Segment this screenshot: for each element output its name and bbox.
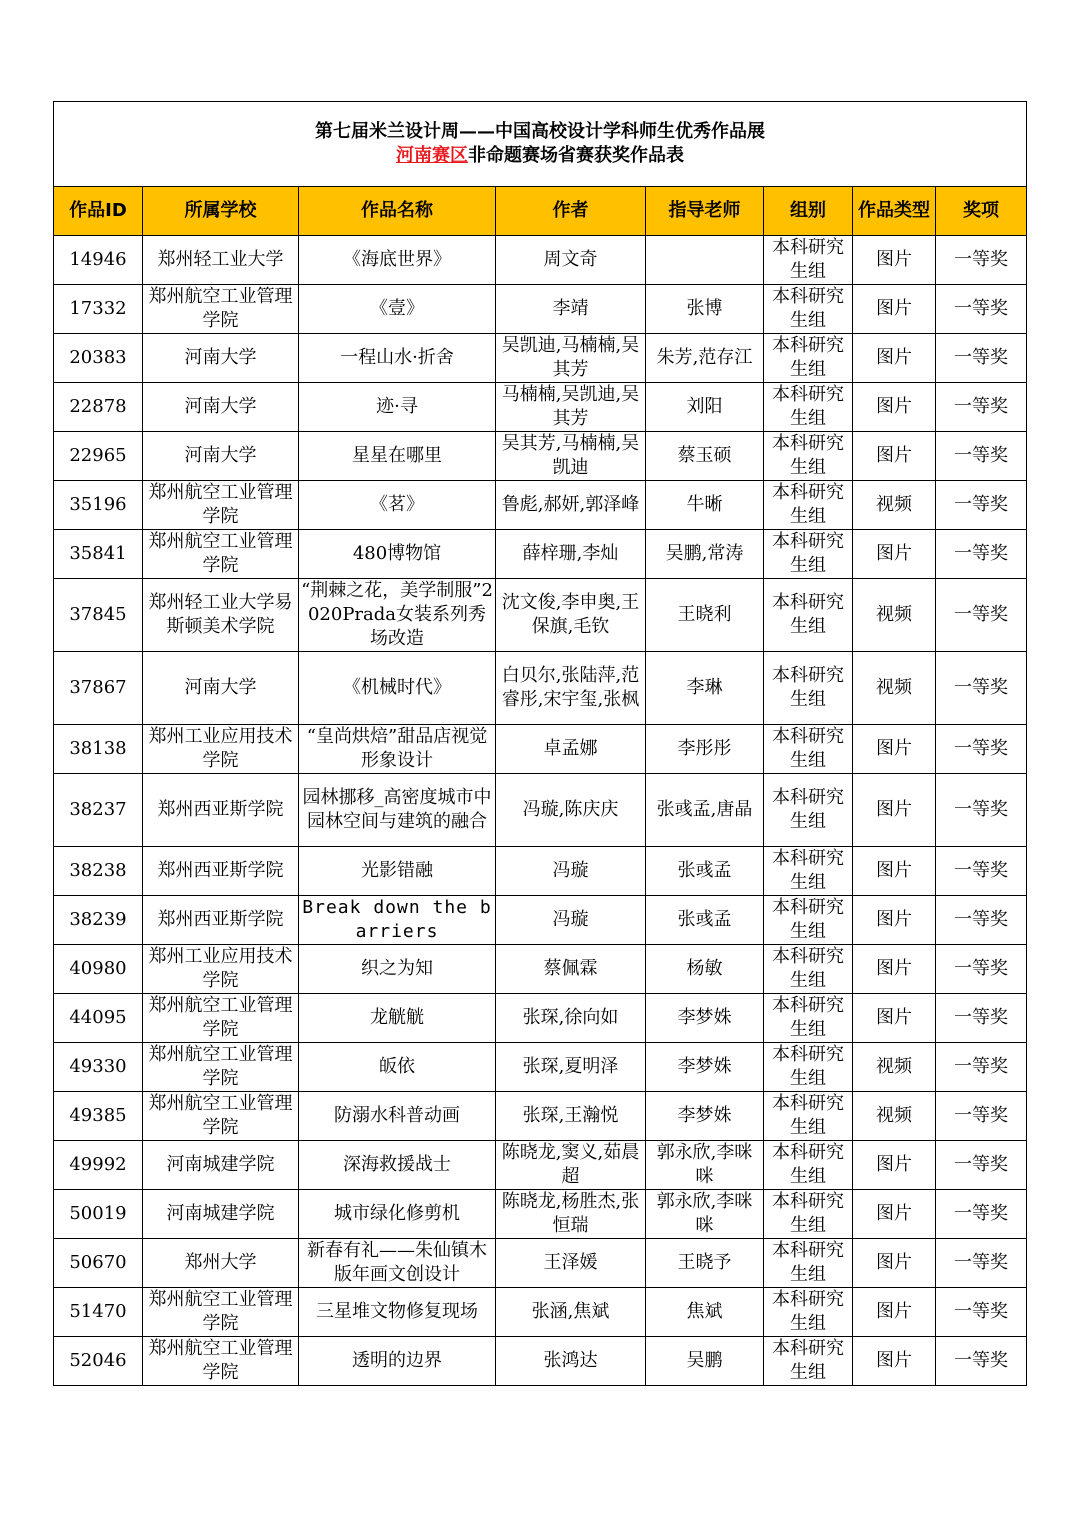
cell-teacher: 张彧孟 [646,847,764,896]
cell-author: 王泽媛 [496,1239,646,1288]
cell-school: 郑州航空工业管理学院 [143,481,299,530]
title-line-2 [56,144,1024,168]
cell-group: 本科研究生组 [764,1141,853,1190]
cell-teacher: 李梦姝 [646,994,764,1043]
cell-author: 冯璇 [496,847,646,896]
cell-id: 37845 [54,579,143,652]
cell-group: 本科研究生组 [764,481,853,530]
cell-work-name: 《海底世界》 [299,236,496,285]
cell-type: 图片 [853,530,936,579]
table-row [54,725,1027,774]
region-name: 河南赛区 [396,145,468,166]
cell-type: 图片 [853,236,936,285]
cell-teacher: 李梦姝 [646,1092,764,1141]
cell-id: 37867 [54,652,143,725]
cell-award: 一等奖 [936,1288,1027,1337]
cell-work-name: 织之为知 [299,945,496,994]
cell-id: 44095 [54,994,143,1043]
cell-id: 51470 [54,1288,143,1337]
cell-award: 一等奖 [936,530,1027,579]
cell-school: 河南大学 [143,432,299,481]
cell-group: 本科研究生组 [764,1337,853,1386]
cell-work-name: 光影错融 [299,847,496,896]
cell-type: 视频 [853,1043,936,1092]
cell-teacher: 刘阳 [646,383,764,432]
cell-type: 图片 [853,1337,936,1386]
cell-id: 14946 [54,236,143,285]
cell-author: 吴其芳,马楠楠,吴凯迪 [496,432,646,481]
cell-teacher: 吴鹏 [646,1337,764,1386]
cell-award: 一等奖 [936,1190,1027,1239]
cell-teacher: 郭永欣,李咪咪 [646,1141,764,1190]
cell-school: 郑州工业应用技术学院 [143,945,299,994]
table-row [54,236,1027,285]
cell-award: 一等奖 [936,481,1027,530]
table-row [54,481,1027,530]
cell-award: 一等奖 [936,579,1027,652]
cell-school: 郑州航空工业管理学院 [143,530,299,579]
header-teacher: 指导老师 [646,187,764,236]
title-line-1: 第七届米兰设计周——中国高校设计学科师生优秀作品展 [315,121,765,142]
cell-teacher: 郭永欣,李咪咪 [646,1190,764,1239]
cell-author: 鲁彪,郝妍,郭泽峰 [496,481,646,530]
cell-teacher: 李梦姝 [646,1043,764,1092]
cell-teacher: 李彤彤 [646,725,764,774]
cell-group: 本科研究生组 [764,1043,853,1092]
table-row [54,530,1027,579]
cell-id: 49385 [54,1092,143,1141]
cell-author: 张涵,焦斌 [496,1288,646,1337]
cell-teacher: 张彧孟 [646,896,764,945]
cell-teacher: 牛晰 [646,481,764,530]
cell-teacher: 吴鹏,常涛 [646,530,764,579]
cell-type: 图片 [853,285,936,334]
cell-school: 河南大学 [143,652,299,725]
table-title [54,102,1027,187]
cell-type: 图片 [853,334,936,383]
cell-id: 22965 [54,432,143,481]
cell-work-name: 480博物馆 [299,530,496,579]
cell-work-name: 防溺水科普动画 [299,1092,496,1141]
cell-school: 郑州轻工业大学易斯顿美术学院 [143,579,299,652]
cell-school: 郑州西亚斯学院 [143,896,299,945]
cell-group: 本科研究生组 [764,1190,853,1239]
cell-work-name: 透明的边界 [299,1337,496,1386]
cell-author: 张鸿达 [496,1337,646,1386]
cell-group: 本科研究生组 [764,579,853,652]
table-row [54,774,1027,847]
cell-id: 22878 [54,383,143,432]
header-school: 所属学校 [143,187,299,236]
cell-author: 蔡佩霖 [496,945,646,994]
table-row [54,1288,1027,1337]
cell-teacher [646,236,764,285]
cell-author: 张琛,夏明泽 [496,1043,646,1092]
cell-school: 河南大学 [143,383,299,432]
cell-author: 吴凯迪,马楠楠,吴其芳 [496,334,646,383]
cell-award: 一等奖 [936,725,1027,774]
cell-type: 图片 [853,1288,936,1337]
table-row [54,1190,1027,1239]
cell-award: 一等奖 [936,236,1027,285]
cell-author: 卓孟娜 [496,725,646,774]
cell-award: 一等奖 [936,847,1027,896]
cell-id: 35196 [54,481,143,530]
cell-id: 38138 [54,725,143,774]
cell-school: 郑州工业应用技术学院 [143,725,299,774]
cell-id: 38239 [54,896,143,945]
cell-group: 本科研究生组 [764,1092,853,1141]
cell-award: 一等奖 [936,1239,1027,1288]
cell-teacher: 朱芳,范存江 [646,334,764,383]
cell-author: 周文奇 [496,236,646,285]
table-row [54,1337,1027,1386]
cell-group: 本科研究生组 [764,652,853,725]
cell-teacher: 焦斌 [646,1288,764,1337]
cell-school: 郑州航空工业管理学院 [143,285,299,334]
cell-author: 张琛,王瀚悦 [496,1092,646,1141]
header-author: 作者 [496,187,646,236]
cell-school: 郑州大学 [143,1239,299,1288]
cell-award: 一等奖 [936,1141,1027,1190]
cell-school: 河南城建学院 [143,1141,299,1190]
cell-work-name: 皈依 [299,1043,496,1092]
table-row [54,1043,1027,1092]
table-row [54,847,1027,896]
cell-work-name: 三星堆文物修复现场 [299,1288,496,1337]
cell-teacher: 李琳 [646,652,764,725]
table-row [54,1092,1027,1141]
header-type: 作品类型 [853,187,936,236]
table-row [54,652,1027,725]
cell-group: 本科研究生组 [764,725,853,774]
cell-type: 图片 [853,432,936,481]
cell-teacher: 张彧孟,唐晶 [646,774,764,847]
header-row [54,187,1027,236]
cell-teacher: 张博 [646,285,764,334]
award-table [53,101,1027,1386]
cell-award: 一等奖 [936,994,1027,1043]
cell-type: 图片 [853,725,936,774]
cell-school: 郑州航空工业管理学院 [143,1043,299,1092]
table-row [54,432,1027,481]
cell-work-name: 深海救援战士 [299,1141,496,1190]
cell-school: 郑州航空工业管理学院 [143,1337,299,1386]
cell-id: 52046 [54,1337,143,1386]
cell-award: 一等奖 [936,652,1027,725]
cell-id: 50670 [54,1239,143,1288]
cell-author: 沈文俊,李申奥,王保旗,毛钦 [496,579,646,652]
cell-type: 图片 [853,847,936,896]
cell-teacher: 杨敏 [646,945,764,994]
cell-author: 白贝尔,张陆萍,范睿彤,宋宇玺,张枫 [496,652,646,725]
cell-id: 49992 [54,1141,143,1190]
cell-school: 郑州西亚斯学院 [143,774,299,847]
cell-group: 本科研究生组 [764,236,853,285]
header-group: 组别 [764,187,853,236]
cell-author: 冯璇 [496,896,646,945]
header-id: 作品ID [54,187,143,236]
cell-school: 郑州航空工业管理学院 [143,994,299,1043]
table-row [54,896,1027,945]
cell-award: 一等奖 [936,945,1027,994]
cell-id: 17332 [54,285,143,334]
cell-type: 图片 [853,1239,936,1288]
cell-group: 本科研究生组 [764,530,853,579]
table-row [54,1239,1027,1288]
cell-work-name: “荆棘之花，美学制服”2020Prada女装系列秀场改造 [299,579,496,652]
cell-teacher: 王晓予 [646,1239,764,1288]
cell-award: 一等奖 [936,774,1027,847]
cell-work-name: 园林挪移_高密度城市中园林空间与建筑的融合 [299,774,496,847]
cell-work-name: 《机械时代》 [299,652,496,725]
cell-school: 郑州西亚斯学院 [143,847,299,896]
cell-group: 本科研究生组 [764,945,853,994]
cell-id: 40980 [54,945,143,994]
cell-work-name: 新春有礼——朱仙镇木版年画文创设计 [299,1239,496,1288]
cell-author: 陈晓龙,杨胜杰,张恒瑞 [496,1190,646,1239]
cell-id: 50019 [54,1190,143,1239]
cell-group: 本科研究生组 [764,383,853,432]
cell-award: 一等奖 [936,896,1027,945]
cell-author: 李靖 [496,285,646,334]
cell-work-name: 《壹》 [299,285,496,334]
cell-school: 河南大学 [143,334,299,383]
cell-author: 张琛,徐向如 [496,994,646,1043]
cell-teacher: 蔡玉硕 [646,432,764,481]
cell-work-name: 城市绿化修剪机 [299,1190,496,1239]
cell-award: 一等奖 [936,1337,1027,1386]
table-row [54,285,1027,334]
header-work-name: 作品名称 [299,187,496,236]
cell-type: 图片 [853,945,936,994]
cell-type: 图片 [853,1141,936,1190]
cell-id: 38237 [54,774,143,847]
cell-work-name: 《茗》 [299,481,496,530]
cell-type: 视频 [853,652,936,725]
cell-school: 郑州航空工业管理学院 [143,1288,299,1337]
table-row [54,945,1027,994]
cell-award: 一等奖 [936,285,1027,334]
table-row [54,994,1027,1043]
cell-type: 图片 [853,896,936,945]
title-line-2-rest: 非命题赛场省赛获奖作品表 [468,145,684,166]
cell-author: 马楠楠,吴凯迪,吴其芳 [496,383,646,432]
cell-author: 陈晓龙,窦义,茹晨超 [496,1141,646,1190]
cell-work-name: 龙觥觥 [299,994,496,1043]
cell-school: 郑州轻工业大学 [143,236,299,285]
cell-group: 本科研究生组 [764,774,853,847]
cell-id: 49330 [54,1043,143,1092]
cell-teacher: 王晓利 [646,579,764,652]
cell-author: 薛梓珊,李灿 [496,530,646,579]
cell-work-name: “皇尚烘焙”甜品店视觉形象设计 [299,725,496,774]
cell-work-name: 一程山水·折舍 [299,334,496,383]
cell-group: 本科研究生组 [764,1239,853,1288]
table-row [54,334,1027,383]
cell-type: 视频 [853,481,936,530]
cell-work-name: Break down the barriers [299,896,496,945]
cell-author: 冯璇,陈庆庆 [496,774,646,847]
header-award: 奖项 [936,187,1027,236]
cell-work-name: 迹·寻 [299,383,496,432]
cell-award: 一等奖 [936,334,1027,383]
cell-award: 一等奖 [936,383,1027,432]
table-row [54,1141,1027,1190]
cell-type: 视频 [853,579,936,652]
cell-type: 视频 [853,1092,936,1141]
cell-type: 图片 [853,774,936,847]
cell-id: 38238 [54,847,143,896]
table-row [54,579,1027,652]
cell-group: 本科研究生组 [764,285,853,334]
cell-group: 本科研究生组 [764,1288,853,1337]
cell-award: 一等奖 [936,432,1027,481]
cell-group: 本科研究生组 [764,847,853,896]
cell-group: 本科研究生组 [764,334,853,383]
cell-type: 图片 [853,383,936,432]
table-row [54,383,1027,432]
cell-group: 本科研究生组 [764,994,853,1043]
cell-group: 本科研究生组 [764,896,853,945]
cell-id: 35841 [54,530,143,579]
cell-award: 一等奖 [936,1092,1027,1141]
cell-type: 图片 [853,994,936,1043]
cell-school: 郑州航空工业管理学院 [143,1092,299,1141]
cell-group: 本科研究生组 [764,432,853,481]
cell-type: 图片 [853,1190,936,1239]
cell-school: 河南城建学院 [143,1190,299,1239]
cell-work-name: 星星在哪里 [299,432,496,481]
cell-id: 20383 [54,334,143,383]
cell-award: 一等奖 [936,1043,1027,1092]
